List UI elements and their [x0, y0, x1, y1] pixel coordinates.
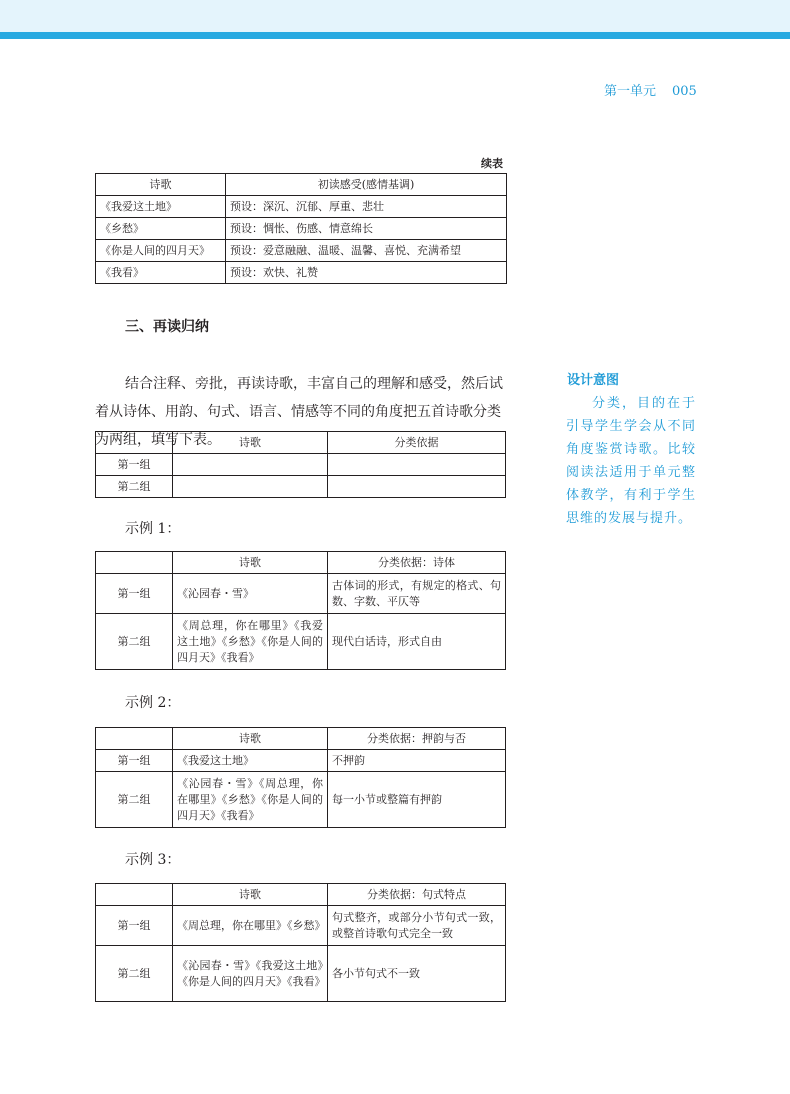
group-cell: 第二组: [96, 772, 173, 828]
table-row: [96, 614, 506, 670]
group-cell: 第二组: [96, 476, 173, 498]
basis-cell: 句式整齐，或部分小节句式一致，或整首诗歌句式完全一致: [328, 906, 506, 946]
group-cell: 第一组: [96, 906, 173, 946]
table-row: [96, 218, 507, 240]
sidebar-text: 分类，目的在于引导学生学会从不同角度鉴赏诗歌。比较阅读法适用于单元整体教学，有利于学生思维的发展与提升。: [566, 396, 696, 526]
example-3-table: [95, 883, 506, 1002]
table-row: [96, 946, 506, 1002]
header-cell: 初读感受(感情基调): [226, 174, 507, 196]
poem-cell: 《你是人间的四月天》: [96, 240, 226, 262]
table-row: [96, 906, 506, 946]
blank-cell: [328, 476, 506, 498]
feeling-cell: 预设：欢快、礼赞: [226, 262, 507, 284]
poems-cell: 《沁园春・雪》: [173, 574, 328, 614]
group-cell: 第一组: [96, 574, 173, 614]
poems-cell: 《沁园春・雪》《我爱这土地》《你是人间的四月天》《我看》: [173, 946, 328, 1002]
table-header-row: [96, 728, 506, 750]
example-1-table: [95, 551, 506, 670]
page-number: 005: [672, 84, 697, 99]
table-row: [96, 454, 506, 476]
header-rule: [0, 32, 790, 39]
feeling-cell: 预设：深沉、沉郁、厚重、悲壮: [226, 196, 507, 218]
header-cell: [96, 432, 173, 454]
example-3-label: 示例 3：: [125, 852, 181, 868]
table-row: [96, 574, 506, 614]
group-cell: 第一组: [96, 454, 173, 476]
table-header-row: [96, 432, 506, 454]
blank-cell: [173, 454, 328, 476]
table-row: [96, 750, 506, 772]
table-row: [96, 262, 507, 284]
basis-cell: 古体词的形式，有规定的格式、句数、字数、平仄等: [328, 574, 506, 614]
blank-cell: [328, 454, 506, 476]
header-cell: [96, 552, 173, 574]
header-cell: 分类依据：押韵与否: [328, 728, 506, 750]
example-2-label: 示例 2：: [125, 695, 181, 711]
basis-cell: 现代白话诗，形式自由: [328, 614, 506, 670]
poems-cell: 《我爱这土地》: [173, 750, 328, 772]
poems-cell: 《沁园春・雪》《周总理，你在哪里》《乡愁》《你是人间的四月天》《我看》: [173, 772, 328, 828]
header-cell: 分类依据：句式特点: [328, 884, 506, 906]
table-header-row: [96, 552, 506, 574]
header-cell: 分类依据：诗体: [328, 552, 506, 574]
page-header: [604, 80, 697, 99]
table-row: [96, 772, 506, 828]
feeling-cell: 预设：爱意融融、温暖、温馨、喜悦、充满希望: [226, 240, 507, 262]
basis-cell: 不押韵: [328, 750, 506, 772]
header-cell: [96, 728, 173, 750]
header-cell: [96, 884, 173, 906]
feeling-cell: 预设：惆怅、伤感、情意绵长: [226, 218, 507, 240]
table-header-row: [96, 174, 507, 196]
group-cell: 第一组: [96, 750, 173, 772]
group-cell: 第二组: [96, 614, 173, 670]
table-header-row: [96, 884, 506, 906]
header-band: [0, 0, 790, 32]
header-cell: 诗歌: [96, 174, 226, 196]
unit-title: 第一单元: [604, 84, 657, 99]
blank-cell: [173, 476, 328, 498]
sidebar-note: [566, 392, 696, 530]
table-caption: 续表: [481, 157, 503, 170]
example-2-table: [95, 727, 506, 828]
poem-cell: 《乡愁》: [96, 218, 226, 240]
section-title: 三、再读归纳: [125, 319, 209, 335]
first-reading-table: [95, 173, 507, 284]
header-cell: 诗歌: [173, 432, 328, 454]
classification-table: [95, 431, 506, 498]
group-cell: 第二组: [96, 946, 173, 1002]
table-row: [96, 240, 507, 262]
header-cell: 分类依据: [328, 432, 506, 454]
header-cell: 诗歌: [173, 552, 328, 574]
header-cell: 诗歌: [173, 884, 328, 906]
poems-cell: 《周总理，你在哪里》《乡愁》: [173, 906, 328, 946]
example-1-label: 示例 1：: [125, 521, 181, 537]
basis-cell: 各小节句式不一致: [328, 946, 506, 1002]
table-row: [96, 196, 507, 218]
poem-cell: 《我看》: [96, 262, 226, 284]
header-cell: 诗歌: [173, 728, 328, 750]
poems-cell: 《周总理，你在哪里》《我爱这土地》《乡愁》《你是人间的四月天》《我看》: [173, 614, 328, 670]
basis-cell: 每一小节或整篇有押韵: [328, 772, 506, 828]
paragraph-text: 结合注释、旁批，再读诗歌，丰富自己的理解和感受，然后试着从诗体、用韵、句式、语言、情感等不同的角度把五首诗歌分类为两组，填写下表。: [95, 376, 503, 448]
poem-cell: 《我爱这土地》: [96, 196, 226, 218]
sidebar-title: 设计意图: [567, 373, 620, 388]
table-row: [96, 476, 506, 498]
